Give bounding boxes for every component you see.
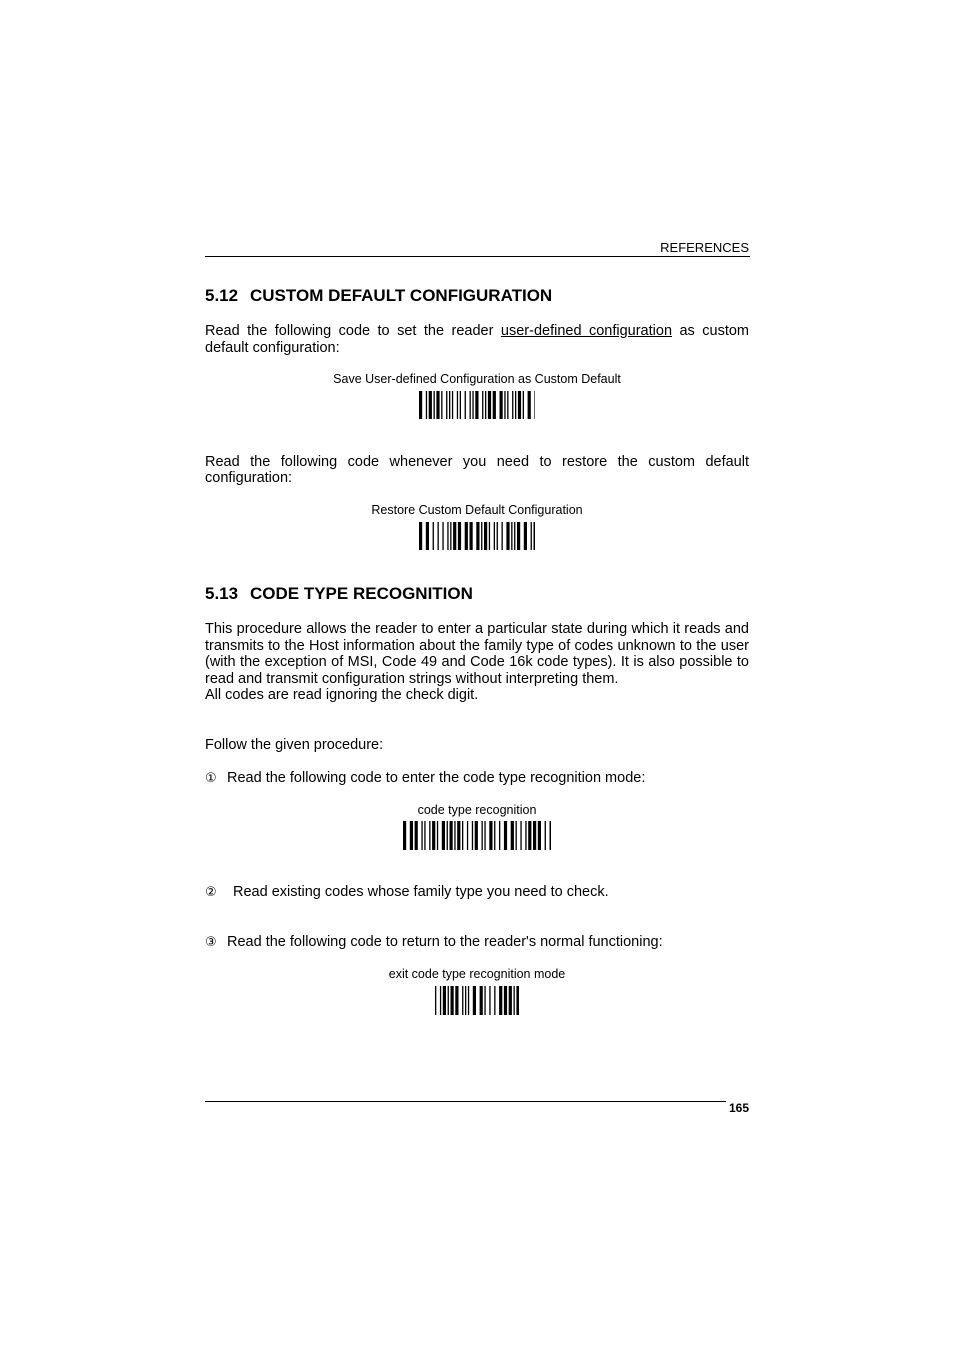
- barcode-bar: [520, 821, 521, 850]
- barcode-bar: [419, 391, 422, 419]
- section-5-13-para-line3: (with the exception of MSI, Code 49 and Code 16k code types). It is also possible to: [205, 654, 749, 670]
- barcode-bar: [472, 821, 473, 850]
- barcode-bar: [506, 522, 509, 550]
- barcode-bar: [516, 821, 517, 850]
- barcode-bar: [514, 522, 515, 550]
- section-5-12-intro-line1: [205, 323, 749, 340]
- page-number: 165: [728, 1101, 749, 1115]
- barcode-bar: [462, 821, 463, 850]
- step-1-marker: ①: [205, 770, 217, 785]
- step-3: [205, 934, 663, 950]
- barcode-bar: [516, 986, 519, 1015]
- barcode-bar: [403, 821, 406, 850]
- barcode-bar: [497, 522, 498, 550]
- barcode-bar: [426, 522, 429, 550]
- barcode-bar: [450, 821, 453, 850]
- barcode-bar: [511, 522, 512, 550]
- barcode-bar: [455, 986, 458, 1015]
- header-rule: [205, 256, 750, 257]
- step-1: [205, 770, 645, 786]
- barcode-bar: [500, 391, 503, 419]
- barcode-code-type-recognition: [403, 821, 551, 850]
- barcode-bar: [468, 986, 469, 1015]
- barcode-bar: [426, 391, 427, 419]
- step-3-text: Read the following code to return to the reader's normal functioning:: [227, 934, 663, 950]
- barcode-caption-save-custom-default: Save User-defined Configuration as Custom Default: [333, 372, 621, 386]
- section-5-12-para2-line2: configuration:: [205, 470, 293, 486]
- barcode-bar: [481, 522, 482, 550]
- barcode-bar: [443, 986, 446, 1015]
- barcode-bar: [429, 391, 432, 419]
- barcode-save-custom-default: [419, 391, 535, 419]
- barcode-bar: [494, 986, 495, 1015]
- barcode-bar: [435, 986, 436, 1015]
- barcode-bar: [489, 522, 490, 550]
- barcode-bar: [484, 522, 487, 550]
- barcode-bar: [457, 391, 458, 419]
- barcode-caption-code-type-recognition: code type recognition: [417, 803, 537, 817]
- barcode-bar: [512, 391, 513, 419]
- barcode-bar: [499, 821, 500, 850]
- barcode-bar: [458, 522, 461, 550]
- section-5-12-intro-line2: default configuration:: [205, 340, 340, 356]
- barcode-bar: [482, 821, 483, 850]
- barcode-bar: [476, 522, 479, 550]
- step-2: [205, 884, 609, 900]
- barcode-bar: [421, 821, 422, 850]
- barcode-bar: [509, 986, 512, 1015]
- barcode-bar: [432, 821, 435, 850]
- barcode-bar: [525, 821, 526, 850]
- footer-rule: [205, 1101, 726, 1102]
- barcode-bar: [470, 522, 473, 550]
- barcode-bar: [531, 522, 532, 550]
- intro-text: Read the following code to set the reader: [205, 323, 494, 339]
- step-1-text: Read the following code to enter the code type recognition mode:: [227, 770, 646, 786]
- barcode-bar: [475, 821, 478, 850]
- section-5-13-para-line5: All codes are read ignoring the check digit.: [205, 687, 479, 703]
- barcode-bar: [502, 522, 503, 550]
- barcode-bar: [462, 986, 463, 1015]
- barcode-bar: [410, 821, 413, 850]
- barcode-bar: [442, 522, 443, 550]
- section-5-12-para2-line1: Read the following code whenever you need to restore the custom default: [205, 454, 749, 470]
- barcode-bar: [457, 821, 460, 850]
- section-5-13-heading: [205, 584, 473, 604]
- barcode-bar: [504, 986, 507, 1015]
- section-5-13-para-line1: This procedure allows the reader to enter a particular state during which it reads and: [205, 621, 749, 637]
- barcode-bar: [447, 522, 448, 550]
- barcode-bar: [528, 821, 531, 850]
- barcode-bar: [528, 391, 531, 419]
- barcode-bar: [465, 986, 466, 1015]
- barcode-bar: [465, 522, 468, 550]
- barcode-bar: [534, 391, 535, 419]
- barcode-bar: [453, 522, 456, 550]
- barcode-bar: [494, 821, 495, 850]
- barcode-bar: [424, 821, 425, 850]
- barcode-bar: [451, 986, 454, 1015]
- barcode-bar: [507, 391, 508, 419]
- barcode-bar: [494, 522, 495, 550]
- section-number: 5.12: [205, 286, 239, 305]
- barcode-bar: [415, 821, 418, 850]
- barcode-bar: [465, 391, 466, 419]
- barcode-bar: [493, 391, 496, 419]
- barcode-bar: [504, 391, 505, 419]
- step-2-text: Read existing codes whose family type you need to check.: [233, 884, 609, 900]
- section-5-12-heading: [205, 286, 552, 306]
- barcode-bar: [538, 821, 541, 850]
- barcode-bar: [448, 986, 449, 1015]
- section-title: CODE TYPE RECOGNITION: [250, 584, 473, 603]
- barcode-bar: [480, 986, 483, 1015]
- barcode-bar: [475, 391, 478, 419]
- barcode-bar: [450, 522, 451, 550]
- running-header: REFERENCES: [660, 240, 749, 255]
- barcode-bar: [514, 986, 515, 1015]
- section-number: 5.13: [205, 584, 239, 603]
- barcode-bar: [438, 522, 439, 550]
- barcode-bar: [449, 391, 450, 419]
- barcode-bar: [550, 821, 552, 850]
- barcode-bar: [442, 821, 445, 850]
- barcode-bar: [433, 522, 434, 550]
- step-3-marker: ③: [205, 934, 217, 949]
- barcode-bar: [447, 821, 448, 850]
- barcode-bar: [523, 391, 524, 419]
- barcode-bar: [440, 986, 441, 1015]
- barcode-bar: [499, 986, 502, 1015]
- barcode-bar: [489, 821, 492, 850]
- barcode-bar: [452, 391, 453, 419]
- barcode-bar: [485, 391, 486, 419]
- barcode-bar: [511, 821, 514, 850]
- barcode-bar: [482, 391, 483, 419]
- barcode-bar: [472, 391, 473, 419]
- barcode-bar: [460, 391, 461, 419]
- barcode-bar: [533, 821, 536, 850]
- barcode-bar: [524, 522, 527, 550]
- barcode-bar: [441, 391, 442, 419]
- step-2-marker: ②: [205, 884, 217, 899]
- barcode-bar: [473, 986, 476, 1015]
- barcode-restore-custom-default: [419, 522, 535, 550]
- barcode-bar: [504, 821, 507, 850]
- section-5-13-para-line4: read and transmit configuration strings without interpreting them.: [205, 671, 619, 687]
- barcode-bar: [434, 391, 435, 419]
- barcode-bar: [517, 522, 520, 550]
- barcode-bar: [534, 522, 536, 550]
- barcode-bar: [484, 821, 485, 850]
- barcode-bar: [484, 986, 485, 1015]
- intro-text-end: as custom: [679, 323, 749, 339]
- barcode-bar: [488, 391, 491, 419]
- barcode-bar: [489, 986, 490, 1015]
- barcode-bar: [446, 391, 447, 419]
- barcode-bar: [437, 821, 438, 850]
- barcode-bar: [436, 391, 439, 419]
- barcode-bar: [470, 391, 471, 419]
- barcode-bar: [515, 391, 516, 419]
- barcode-bar: [419, 522, 422, 550]
- user-defined-configuration-link: user-defined configuration: [500, 323, 673, 339]
- section-5-13-para-line2: transmits to the Host information about the family type of codes unknown to the user: [205, 638, 749, 654]
- barcode-bar: [518, 391, 521, 419]
- barcode-bar: [454, 821, 455, 850]
- follow-procedure-text: Follow the given procedure:: [205, 737, 384, 753]
- barcode-caption-exit-code-type-recognition: exit code type recognition mode: [388, 967, 566, 981]
- barcode-bar: [429, 821, 430, 850]
- barcode-caption-restore-custom-default: Restore Custom Default Configuration: [371, 503, 583, 517]
- barcode-bar: [467, 821, 468, 850]
- section-title: CUSTOM DEFAULT CONFIGURATION: [250, 286, 553, 305]
- barcode-bar: [545, 821, 546, 850]
- barcode-exit-code-type-recognition: [435, 986, 519, 1015]
